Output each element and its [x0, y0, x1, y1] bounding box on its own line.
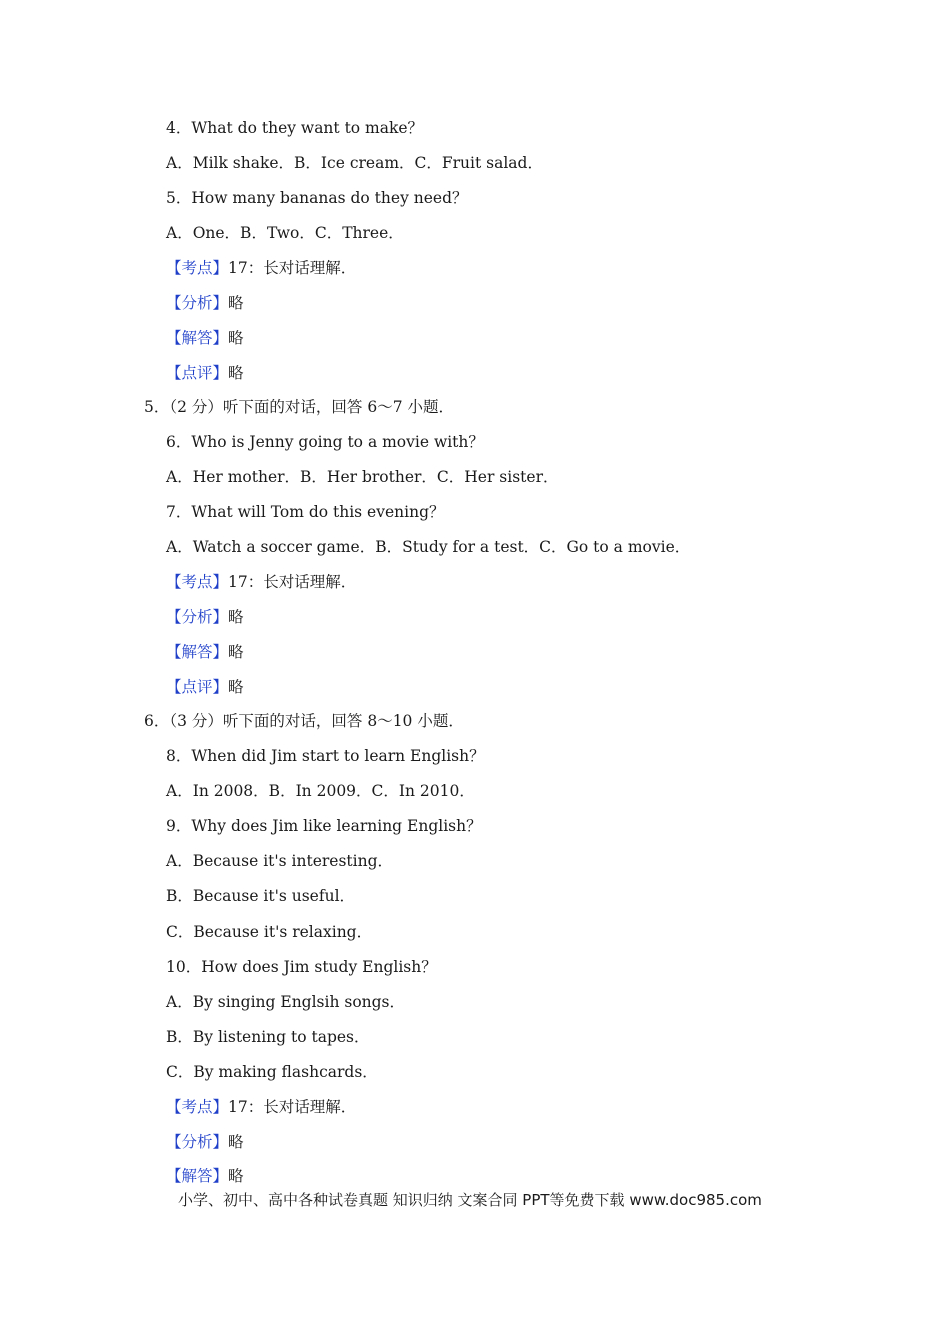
question-10-option-b: B．By listening to tapes．	[166, 1028, 370, 1046]
jieda-text: 略	[228, 643, 244, 661]
fenxi-tag: 【分析】	[166, 1133, 229, 1151]
kaodian-line	[166, 258, 356, 278]
fenxi-line	[166, 607, 244, 627]
question-9: 9．Why does Jim like learning English？	[166, 817, 482, 835]
kaodian-line	[166, 572, 356, 592]
dianping-tag: 【点评】	[166, 364, 229, 382]
question-5-options: A．One．B．Two．C．Three．	[166, 224, 404, 242]
question-8-options: A．In 2008．B．In 2009．C．In 2010．	[166, 782, 475, 800]
question-6-options: A．Her mother．B．Her brother．C．Her sister．	[166, 468, 559, 486]
kaodian-text: 17：长对话理解．	[228, 573, 357, 591]
jieda-line	[166, 1166, 244, 1186]
question-7-options: A．Watch a soccer game．B．Study for a test．C．Go to a movie．	[166, 538, 691, 556]
fenxi-line	[166, 293, 244, 313]
section-5-heading: 5．（2 分）听下面的对话，回答 6～7 小题．	[144, 398, 454, 416]
kaodian-tag: 【考点】	[166, 1098, 229, 1116]
kaodian-line	[166, 1097, 356, 1117]
section-6-heading: 6．（3 分）听下面的对话，回答 8～10 小题．	[144, 712, 464, 730]
question-4-options: A．Milk shake．B．Ice cream．C．Fruit salad．	[166, 154, 543, 172]
jieda-text: 略	[228, 329, 244, 347]
fenxi-tag: 【分析】	[166, 294, 229, 312]
fenxi-text: 略	[228, 294, 244, 312]
question-10-option-c: C．By making flashcards．	[166, 1063, 378, 1081]
question-9-option-c: C．Because it's relaxing．	[166, 923, 373, 941]
page-footer: 小学、初中、高中各种试卷真题 知识归纳 文案合同 PPT等免费下载 www.doc985.com	[178, 1191, 762, 1209]
kaodian-tag: 【考点】	[166, 259, 229, 277]
jieda-tag: 【解答】	[166, 1167, 229, 1185]
question-10: 10．How does Jim study English？	[166, 958, 437, 976]
dianping-text: 略	[228, 364, 244, 382]
fenxi-text: 略	[228, 608, 244, 626]
jieda-line	[166, 328, 244, 348]
question-6: 6．Who is Jenny going to a movie with？	[166, 433, 484, 451]
question-7: 7．What will Tom do this evening？	[166, 503, 445, 521]
kaodian-tag: 【考点】	[166, 573, 229, 591]
jieda-line	[166, 642, 244, 662]
question-8: 8．When did Jim start to learn English？	[166, 747, 485, 765]
kaodian-text: 17：长对话理解．	[228, 1098, 357, 1116]
dianping-line	[166, 363, 244, 383]
jieda-text: 略	[228, 1167, 244, 1185]
jieda-tag: 【解答】	[166, 329, 229, 347]
fenxi-text: 略	[228, 1133, 244, 1151]
dianping-tag: 【点评】	[166, 678, 229, 696]
fenxi-tag: 【分析】	[166, 608, 229, 626]
question-9-option-a: A．Because it's interesting．	[166, 852, 394, 870]
fenxi-line	[166, 1132, 244, 1152]
dianping-text: 略	[228, 678, 244, 696]
dianping-line	[166, 677, 244, 697]
question-9-option-b: B．Because it's useful．	[166, 887, 356, 905]
jieda-tag: 【解答】	[166, 643, 229, 661]
kaodian-text: 17：长对话理解．	[228, 259, 357, 277]
question-4: 4．What do they want to make？	[166, 119, 424, 137]
question-5: 5．How many bananas do they need？	[166, 189, 468, 207]
question-10-option-a: A．By singing Englsih songs．	[166, 993, 406, 1011]
